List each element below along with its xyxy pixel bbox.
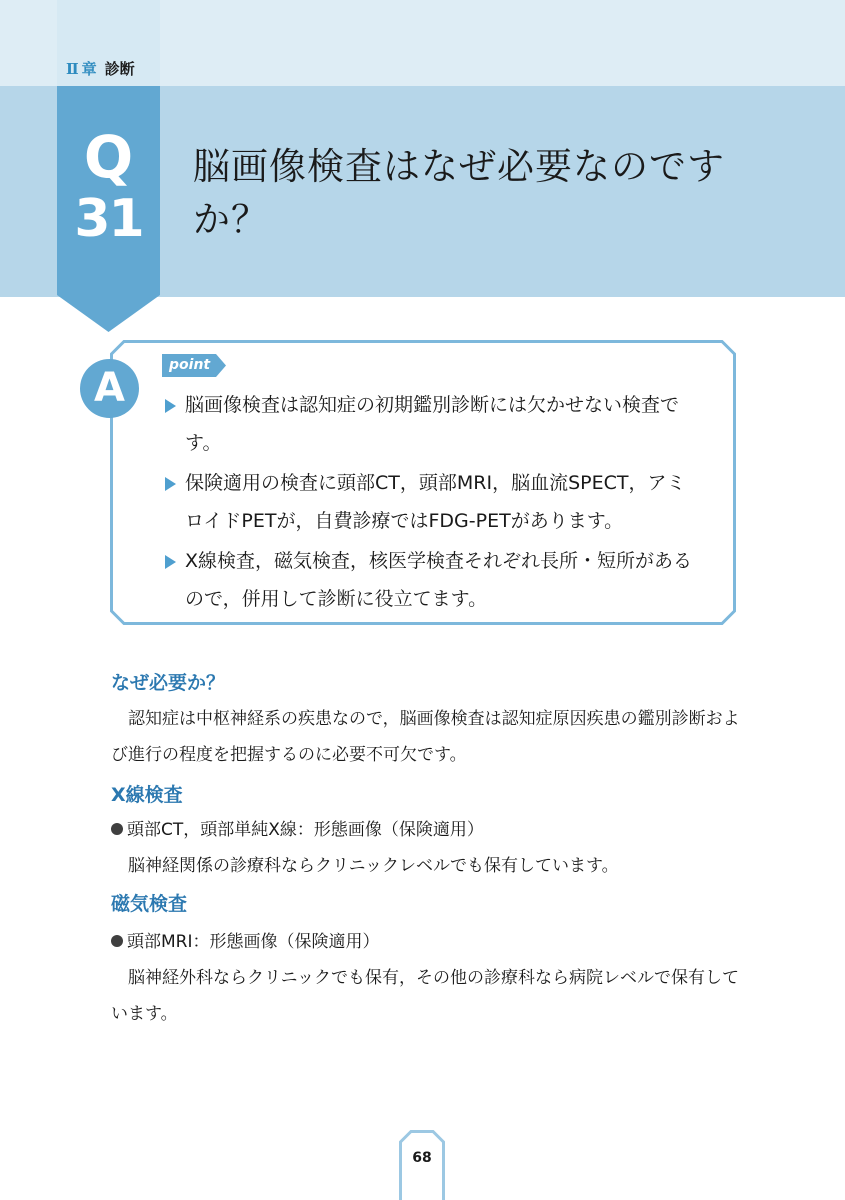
- section-heading-xray: X線検査: [111, 784, 183, 806]
- question-letter: Q: [83, 123, 134, 191]
- chapter-title: 診断: [104, 60, 135, 78]
- chapter-heading: [66, 58, 135, 79]
- chapter-number: Ⅱ: [66, 60, 79, 78]
- answer-points-list: [160, 386, 700, 620]
- bullet-item-xray: [111, 812, 484, 848]
- point-label-text: point: [169, 357, 211, 373]
- question-number: 31: [74, 189, 143, 249]
- answer-point: [160, 542, 700, 618]
- answer-letter-circle: A: [80, 359, 139, 418]
- section-heading-why: なぜ必要か？: [111, 672, 226, 694]
- page-number: 68: [412, 1150, 432, 1166]
- triangle-bullet-icon: [165, 555, 176, 569]
- triangle-bullet-icon: [165, 399, 176, 413]
- section-heading-magnetic: 磁気検査: [111, 893, 188, 915]
- bullet-text-magnetic: 頭部MRI：形態画像（保険適用）: [127, 932, 380, 952]
- answer-point-text: 脳画像検査は認知症の初期鑑別診断には欠かせない検査です。: [185, 394, 680, 454]
- section-body-why: 認知症は中枢神経系の疾患なので，脳画像検査は認知症原因疾患の鑑別診断および進行の程度を把握するのに必要不可欠です。: [111, 709, 740, 765]
- question-title: 脳画像検査はなぜ必要なのですか？: [193, 145, 725, 241]
- answer-point-text: 保険適用の検査に頭部CT，頭部MRI，脳血流SPECT，アミロイドPETが，自費診療ではFDG-PETがあります。: [185, 472, 686, 532]
- bullet-dot-icon: [111, 935, 123, 947]
- answer-point: [160, 464, 700, 540]
- chapter-suffix: 章: [81, 60, 97, 78]
- bullet-text-xray: 頭部CT，頭部単純X線：形態画像（保険適用）: [127, 820, 484, 840]
- answer-point: [160, 386, 700, 462]
- bullet-dot-icon: [111, 823, 123, 835]
- bullet-item-magnetic: [111, 924, 380, 960]
- section-body-xray: 脳神経関係の診療科ならクリニックレベルでも保有しています。: [128, 856, 619, 876]
- section-body-magnetic: 脳神経外科ならクリニックでも保有，その他の診療科なら病院レベルで保有しています。: [111, 968, 739, 1024]
- answer-point-text: X線検査，磁気検査，核医学検査それぞれ長所・短所があるので，併用して診断に役立てます。: [185, 550, 693, 610]
- triangle-bullet-icon: [165, 477, 176, 491]
